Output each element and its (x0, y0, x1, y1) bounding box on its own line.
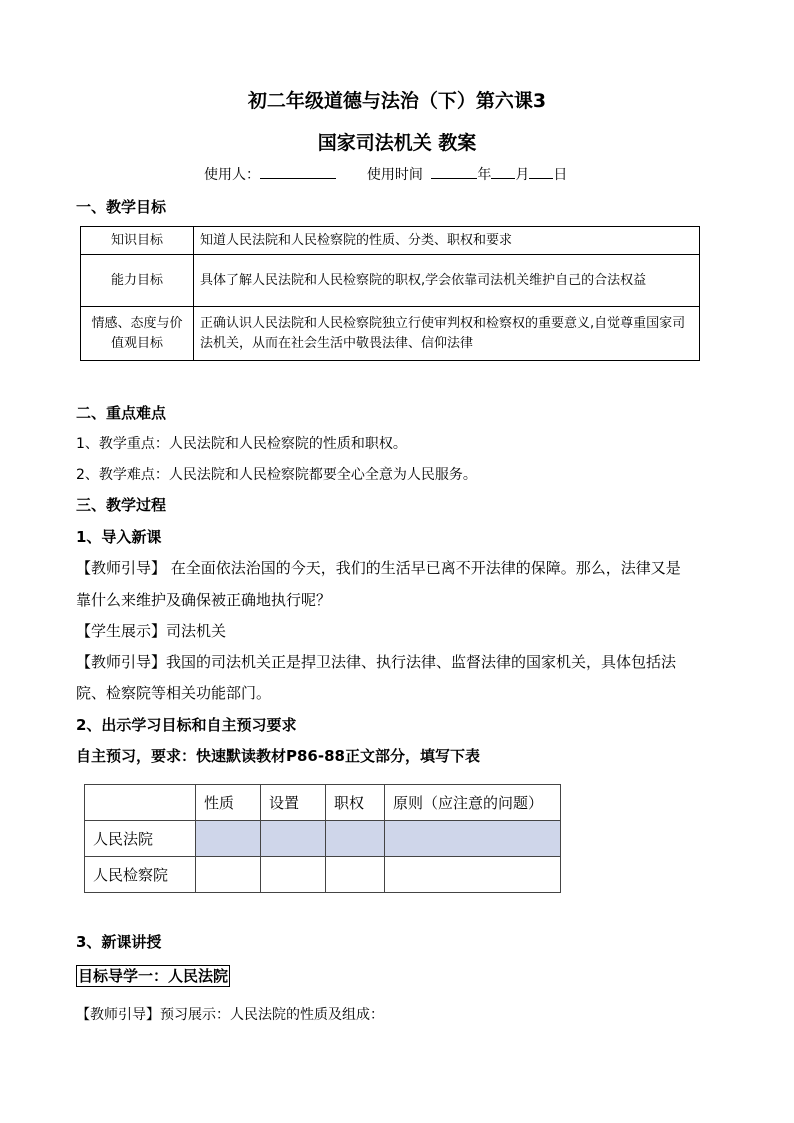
answer-cell[interactable] (326, 821, 385, 857)
goal-key: 知识目标 (81, 227, 194, 255)
goal-value: 具体了解人民法院和人民检察院的职权,学会依靠司法机关维护自己的合法权益 (194, 255, 700, 307)
table-header-row (85, 785, 561, 821)
teaching-goals-table (80, 226, 700, 361)
day-label: 日 (553, 167, 568, 183)
keypoint-item: 1、教学重点：人民法院和人民检察院的性质和职权。 (76, 436, 407, 452)
section-heading-process: 三、教学过程 (76, 496, 167, 514)
answer-cell[interactable] (385, 821, 561, 857)
answer-cell[interactable] (196, 857, 261, 893)
subheading-intro: 1、导入新课 (76, 528, 162, 546)
preview-table (84, 784, 561, 893)
table-row (81, 307, 700, 361)
row-label: 人民检察院 (85, 857, 196, 893)
day-blank[interactable] (529, 164, 553, 179)
table-header-cell: 原则（应注意的问题） (385, 785, 561, 821)
teacher-guide-paragraph-cont: 靠什么来维护及确保被正确地执行呢？ (76, 591, 332, 609)
user-line (204, 164, 567, 184)
table-row (85, 821, 561, 857)
preview-requirement: 自主预习，要求：快速默读教材P86-88正文部分，填写下表 (76, 747, 480, 765)
student-show-paragraph: 【学生展示】司法机关 (76, 622, 227, 640)
year-blank[interactable] (431, 164, 477, 179)
document-title: 初二年级道德与法治（下）第六课3 (247, 90, 547, 112)
answer-cell[interactable] (196, 821, 261, 857)
goal-key: 能力目标 (81, 255, 194, 307)
table-row (81, 227, 700, 255)
subheading-new-lesson: 3、新课讲授 (76, 933, 162, 951)
table-row (85, 857, 561, 893)
goal-value: 知道人民法院和人民检察院的性质、分类、职权和要求 (194, 227, 700, 255)
teacher-guide-paragraph-3: 【教师引导】预习展示：人民法院的性质及组成： (76, 1007, 384, 1023)
answer-cell[interactable] (385, 857, 561, 893)
teacher-guide-paragraph-2-cont: 院、检察院等相关功能部门。 (76, 684, 272, 702)
goal-key: 情感、态度与价值观目标 (81, 307, 194, 361)
teacher-guide-paragraph: 【教师引导】 在全面依法治国的今天，我们的生活早已离不开法律的保障。那么，法律又是 (76, 559, 681, 577)
table-header-cell: 职权 (326, 785, 385, 821)
answer-cell[interactable] (261, 857, 326, 893)
time-label: 使用时间 (366, 167, 423, 183)
document-subtitle: 国家司法机关 教案 (317, 132, 477, 154)
table-header-cell: 设置 (261, 785, 326, 821)
answer-cell[interactable] (326, 857, 385, 893)
table-row (81, 255, 700, 307)
month-label: 月 (515, 167, 530, 183)
user-blank[interactable] (260, 164, 336, 179)
goal-guide-box: 目标导学一：人民法院 (78, 967, 229, 985)
section-heading-goals: 一、教学目标 (76, 198, 167, 216)
subheading-goals-preview: 2、出示学习目标和自主预习要求 (76, 716, 297, 734)
answer-cell[interactable] (261, 821, 326, 857)
user-label: 使用人： (204, 167, 260, 183)
goal-value: 正确认识人民法院和人民检察院独立行使审判权和检察权的重要意义,自觉尊重国家司法机关，从而在社会生活中敬畏法律、信仰法律 (194, 307, 700, 361)
table-header-cell (85, 785, 196, 821)
row-label: 人民法院 (85, 821, 196, 857)
difficulty-item: 2、教学难点：人民法院和人民检察院都要全心全意为人民服务。 (76, 467, 477, 483)
month-blank[interactable] (491, 164, 515, 179)
table-header-cell: 性质 (196, 785, 261, 821)
section-heading-keypoints: 二、重点难点 (76, 404, 167, 422)
teacher-guide-paragraph-2: 【教师引导】我国的司法机关正是捍卫法律、执行法律、监督法律的国家机关，具体包括法 (76, 653, 677, 671)
year-label: 年 (477, 167, 492, 183)
